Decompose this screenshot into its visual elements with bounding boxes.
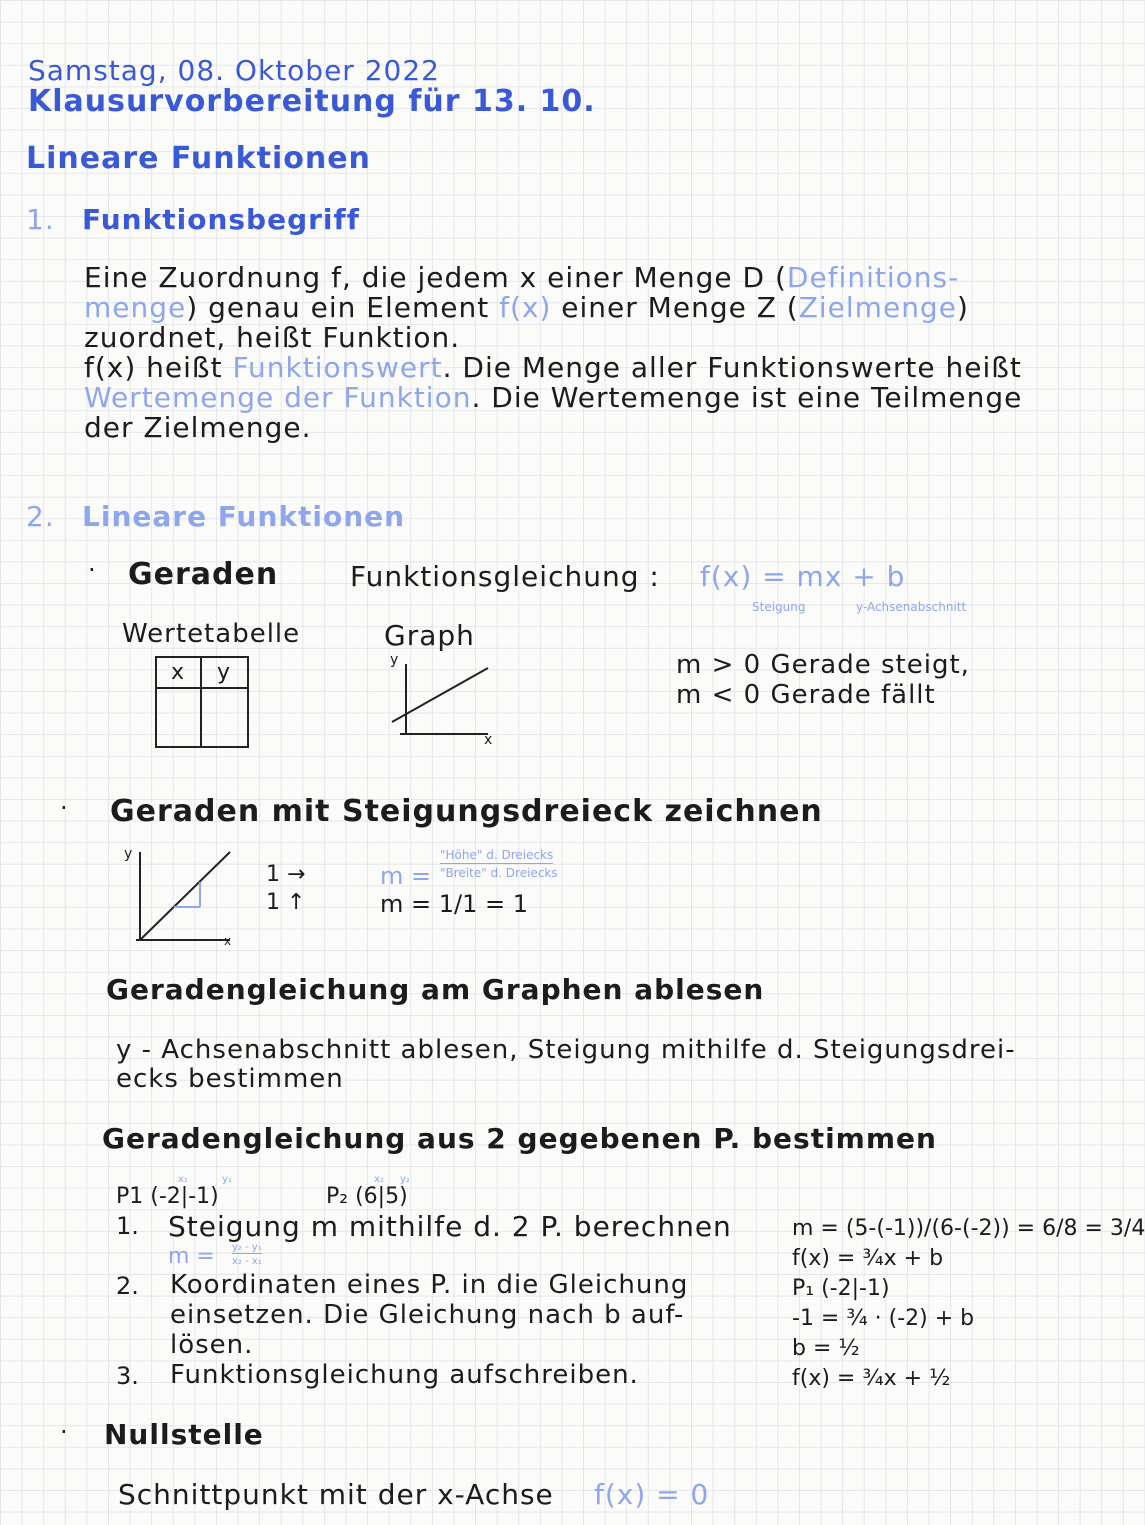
- calc-line-5: b = ½: [792, 1336, 860, 1361]
- sd-x-label: x: [224, 934, 232, 948]
- calc-line-3: P₁ (-2|-1): [792, 1276, 890, 1301]
- step-up: 1 ↑: [266, 890, 306, 915]
- bullet: ·: [60, 1418, 68, 1446]
- date-line: Samstag, 08. Oktober 2022: [28, 54, 440, 87]
- index-x1: x₁: [178, 1174, 188, 1185]
- graph-label: Graph: [384, 619, 475, 652]
- main-title: Lineare Funktionen: [26, 141, 371, 176]
- y-achsenabschnitt-note: y-Achsenabschnitt: [856, 600, 967, 614]
- index-x2: x₂: [374, 1174, 384, 1185]
- section2-number: 2.: [26, 500, 55, 533]
- nullstelle-text: Schnittpunkt mit der x-Achse: [118, 1478, 554, 1511]
- calc-line-1: m = (5-(-1))/(6-(-2)) = 6/8 = 3/4: [792, 1216, 1145, 1241]
- value-table: [155, 656, 249, 748]
- body-line-6: der Zielmenge.: [84, 411, 312, 444]
- step1-formula-num: y₂ - y₁: [232, 1242, 262, 1253]
- step2-text-2: einsetzen. Die Gleichung nach b auf-: [170, 1300, 685, 1330]
- bullet: ·: [60, 794, 68, 822]
- body-line-1: Eine Zuordnung f, die jedem x einer Menge D (Definitions-: [84, 261, 960, 294]
- step2-number: 2.: [116, 1272, 139, 1300]
- rule-faellt: m < 0 Gerade fällt: [676, 680, 936, 710]
- body-line-2: menge) genau ein Element f(x) einer Menge Z (Zielmenge): [84, 291, 969, 324]
- nullstelle-title: Nullstelle: [104, 1418, 264, 1451]
- sd-line: [140, 852, 230, 940]
- wertetabelle-label: Wertetabelle: [122, 619, 301, 649]
- graph-sketch: [388, 656, 498, 746]
- index-y2: y₂: [400, 1174, 410, 1185]
- bullet: ·: [88, 556, 96, 584]
- page-title: Klausurvorbereitung für 13. 10.: [28, 84, 596, 119]
- step3-number: 3.: [116, 1362, 139, 1390]
- calc-line-2: f(x) = ¾x + b: [792, 1246, 944, 1271]
- step2-text-3: lösen.: [170, 1330, 254, 1360]
- steigungsdreieck-graph: [126, 850, 236, 950]
- steigung-note: Steigung: [752, 600, 806, 614]
- m-formula-label: m =: [380, 862, 432, 890]
- function-equation: f(x) = mx + b: [700, 560, 906, 593]
- ablesen-title: Geradengleichung am Graphen ablesen: [106, 973, 765, 1006]
- calculation-block: [792, 1214, 1145, 1394]
- graph-x-label: x: [484, 732, 493, 748]
- point-p1: P1 (-2|-1): [116, 1184, 219, 1209]
- sd-y-label: y: [124, 846, 133, 862]
- steigungsdreieck-title: Geraden mit Steigungsdreieck zeichnen: [110, 794, 823, 829]
- step3-text: Funktionsgleichung aufschreiben.: [170, 1360, 639, 1390]
- step1-number: 1.: [116, 1212, 139, 1240]
- rule-steigt: m > 0 Gerade steigt,: [676, 650, 970, 680]
- geraden-label: Geraden: [128, 557, 279, 592]
- ablesen-text-1: y - Achsenabschnitt ablesen, Steigung mithilfe d. Steigungsdrei-: [116, 1035, 1016, 1065]
- section1-number: 1.: [26, 203, 55, 236]
- body-line-4: f(x) heißt Funktionswert. Die Menge aller Funktionswerte heißt: [84, 351, 1022, 384]
- section1-title: Funktionsbegriff: [82, 203, 360, 236]
- fraction-numerator: "Höhe" d. Dreiecks: [440, 848, 554, 862]
- point-p2: P₂ (6|5): [326, 1184, 408, 1209]
- section1-body: [84, 263, 1022, 443]
- step1-text: Steigung m mithilfe d. 2 P. berechnen: [168, 1210, 732, 1243]
- body-line-5: Wertemenge der Funktion. Die Wertemenge ist eine Teilmenge: [84, 381, 1023, 414]
- step2-text-1: Koordinaten eines P. in die Gleichung: [170, 1270, 689, 1300]
- graph-y-label: y: [390, 652, 399, 668]
- fraction-denominator: "Breite" d. Dreiecks: [440, 866, 558, 880]
- body-line-3: zuordnet, heißt Funktion.: [84, 321, 461, 354]
- calc-line-4: -1 = ¾ · (-2) + b: [792, 1306, 975, 1331]
- step1-formula-den: x₂ - x₁: [232, 1256, 262, 1267]
- step-right: 1 →: [266, 862, 306, 887]
- table-header-y: y: [217, 660, 231, 685]
- ablesen-text-2: ecks bestimmen: [116, 1064, 344, 1094]
- funktionsgleichung-label: Funktionsgleichung :: [350, 560, 660, 593]
- m-value: m = 1/1 = 1: [380, 890, 529, 918]
- step1-formula-m: m =: [168, 1244, 215, 1269]
- calc-line-6: f(x) = ¾x + ½: [792, 1366, 951, 1391]
- nullstelle-equation: f(x) = 0: [594, 1478, 710, 1511]
- zweipunkte-title: Geradengleichung aus 2 gegebenen P. bestimmen: [102, 1122, 937, 1155]
- section2-title: Lineare Funktionen: [82, 500, 406, 533]
- index-y1: y₁: [222, 1174, 232, 1185]
- table-header-x: x: [171, 660, 185, 685]
